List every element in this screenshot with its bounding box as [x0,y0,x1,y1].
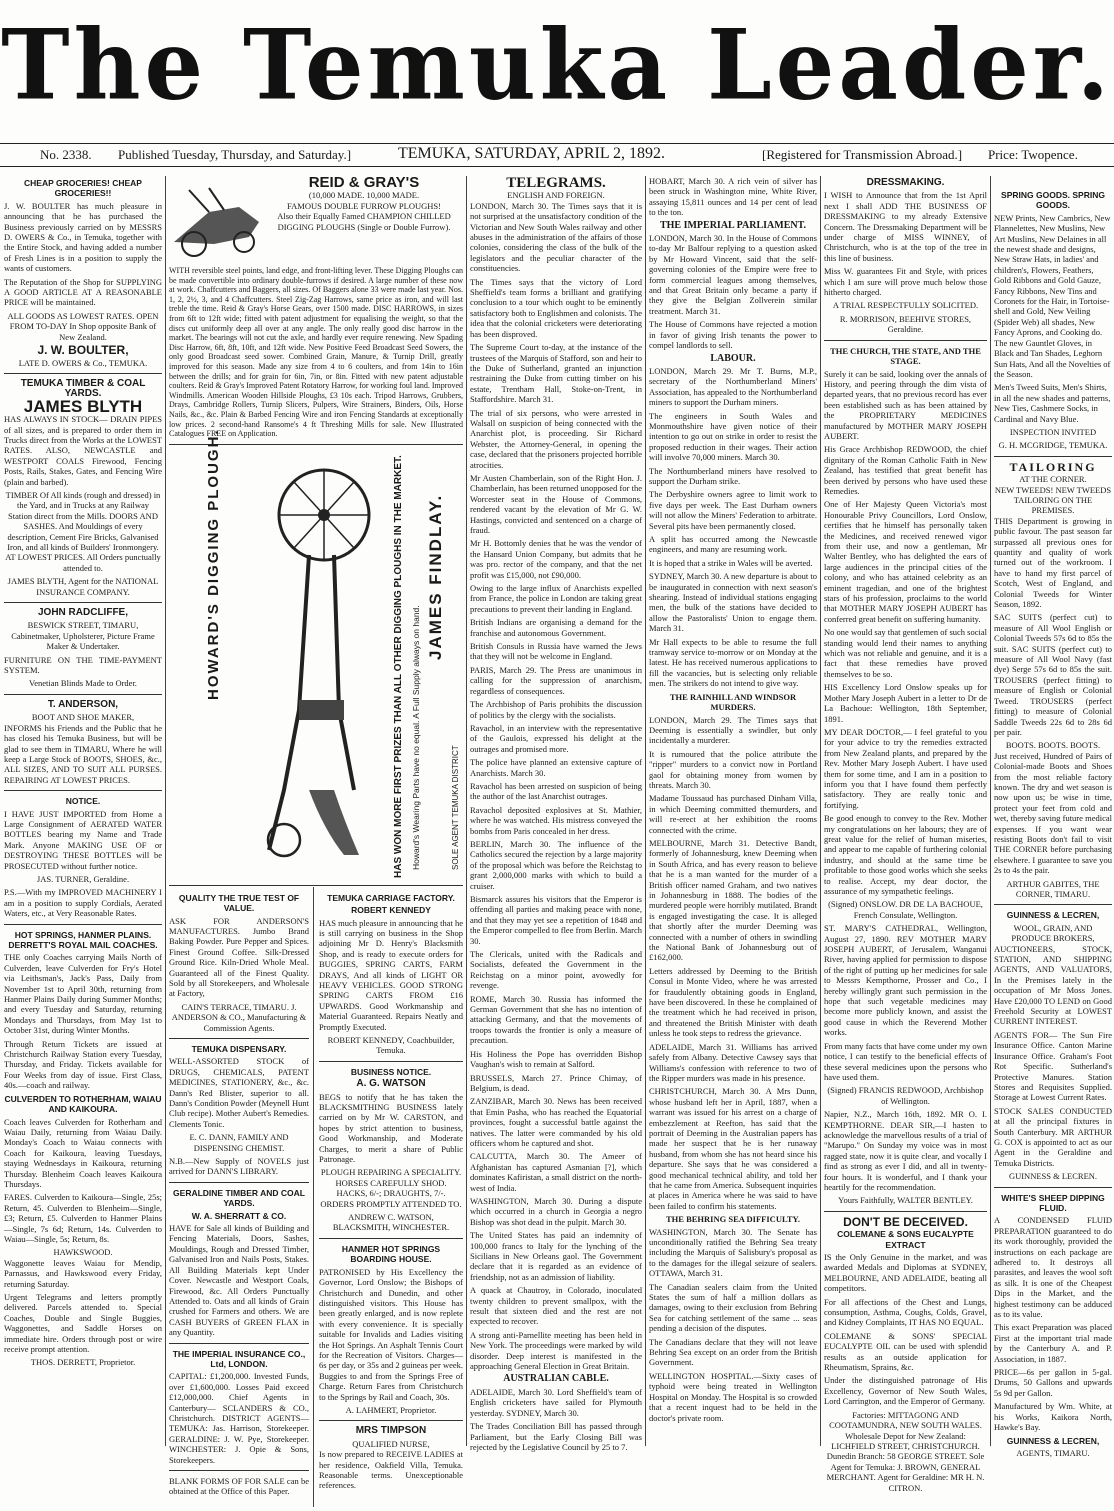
ad-heading: SPRING GOODS. SPRING GOODS. [1001,190,1105,211]
news-paragraph: His Holiness the Pope has overridden Bishop Vaughan's wish to remain at Salford. [470,1048,642,1070]
advertiser-name: A. G. WATSON [356,1078,426,1090]
ad-heading: TAILORING [1009,459,1097,474]
news-paragraph: ADELAIDE, March 31. Williams has arrived safely from Albany. Detective Cawsey says that Williams's confession with reference to two of the Ripper murders was made in his presence. [649,1041,817,1083]
advertiser-name: JAMES BLYTH [23,396,143,416]
divider [4,602,162,603]
digging-plough-illustration [249,460,389,870]
ad-body: HAS much pleasure in announcing that he is still carrying on business in the Shop adjoining Mr D. Henry's Blacksmith Shop, and is ready to execute orders for BUGGIES, SPRING CARTS, FARM DRAYS, And all kinds of LIGHT OR HEAVY VEHICLES. GOOD STRONG SPRING CARTS FROM £16 UPWARDS. Good Workmanship and Material Guaranteed. Repairs Neatly and Promptly Executed. [319,917,463,1032]
section-heading: THE IMPERIAL PARLIAMENT. [659,219,807,231]
ad-heading: HOT SPRINGS, HANMER PLAINS. DERRETT'S ROYAL MAIL COACHES. [8,929,158,950]
news-paragraph: The Supreme Court to-day, at the instance of the trustees of the Marquis of Stafford, son and heir to the Duke of Sutherland, granted an injunction restraining the Duke from cutting timber on his estate, Trentham Hall, Stoke-on-Trent, in Staffordshire. March 31. [470,342,642,405]
ad-body: AUCTIONEERS, STOCK, STATION, AND SHIPPING AGENTS, AND VALUATORS, In the Premises lately in the occupation of Mr Moss Jones. Have £20,000 TO LEND on Good Freehold Security at LOWEST CURRENT INTEREST. [994,943,1112,1027]
ad-heading: DON'T BE DECEIVED. [843,1214,968,1229]
ad-signature: JAMES BLYTH, Agent for the NATIONAL INSURANCE COMPANY. [7,576,159,597]
news-paragraph: MELBOURNE, March 31. Detective Bandt, formerly of Johannesburg, knew Deeming when in South Africa, and has every reason to believe that he is a man wanted for the murder of a British officer named Graham, and two natives in Johannesburg in 1888. The bodies of the murdered people were horribly mutilated. Brandt is engaged investigating the case. It is alleged that shortly after the murder Deeming was connected with a number of others in swindling the National Bank of Johannesburg out of £162,000. [649,837,817,963]
ad-list: NEW Prints, New Cambrics, New Flannelettes, New Muslins, New Art Muslins, New Delaines in all the newest shade and designs, New Straw Hats, in ladies' and children's, Flowers, Feathers, Gold Ribbons and Gold Gauze, Fancy Ribbons, New Tins and Coronets for the Hair, in Tortoise-shell and Gold, New Veiling (Spider Web) all shades, New Fancy Aprons, and Cooking do. The new Gauntlet Gloves, in Black and Tan Shades, Leghorn Sun Hats, And all the Novelties of the Season. [994,212,1111,379]
ad-signature: A. LAHMERT, Proprietor. [345,1404,437,1415]
reid-gray-header [169,176,463,266]
divider [169,1470,309,1471]
howard-plough-ad [169,428,463,880]
divider [824,340,987,341]
news-paragraph: The United States has paid an indemnity of 100,000 francs to Italy for the lynching of the Sicilians in New Orleans gaol. The Government declare that it is regarded as an evidence of friendship, not as an admission of liability. [470,1230,642,1282]
ad-body: Venetian Blinds Made to Order. [29,678,137,689]
news-paragraph: Mr Hall expects to be able to resume the full tramway service to-morrow or on Monday at the latest. He has received numerous applications to fill the vacancies, but is selecting only reliable men. The strikers do not intend to give way. [649,636,817,689]
ad-heading: TEMUKA TIMBER & COAL YARDS. [20,377,146,400]
news-paragraph: The police have planned an extensive capture of Anarchists. March 30. [470,757,642,778]
news-paragraph: It is rumoured that the police attribute the "ripper" murders to a convict now in Portland gaol for obtaining money from women by threats. March 30. [649,748,817,790]
ad-list: Men's Tweed Suits, Men's Shirts, in all the new shades and patterns, New Ties, Cashmere Socks, in Cardinal and Navy Blue. [994,382,1111,424]
column-2-lower [169,891,463,1511]
column-2-lower-right [319,891,463,1494]
ad-subheading: WOOL, GRAIN, AND PRODUCE BROKERS, [1011,922,1095,944]
ad-sub: FAMOUS DOUBLE FURROW PLOUGHS! [287,200,441,211]
news-paragraph: The trial of six persons, who were arrested in Walsall on suspicion of being connected with the Anarchist plot, is proceeding. Sir Richard Webster, the Attorney-General, in opening the case, declared that the prisoners projected horrible atrocities. [470,407,642,470]
ad-fares: FARES. Culverden to Kaikoura—Single, 25s; Return, 45. Culverden to Blenheim—Single, £3; Return, £5. Culverden to Hanmer Plains—Single, 7s 6d; Return, 14s. Culverden to Waiau—Single, 5s; Return, 8s. [4,1192,162,1244]
news-paragraph: The Northumberland miners have resolved to support the Durham strike. [649,465,817,486]
ad-body: Manufactured by Wm. White, at his Works, Kaikora North, Hawke's Bay. [994,1401,1112,1433]
news-paragraph: PARIS, March 29. The Press are unanimous in calling for the suppression of anarchism, regardless of consequences. [470,664,642,696]
newspaper-title: The Temuka Leader. [1,8,1113,122]
column-rule [645,176,646,1446]
column-rule [165,176,166,1446]
news-paragraph: LONDON, March 29. Mr T. Burns, M.P., secretary of the Northumberland Miners' Association, has appealed to the Northumberland miners to support the Durham miners. [649,365,817,408]
howard-prize-claim: HAS WON MORE FIRST PRIZES THAN ALL OTHER DIGGING PLOUGHS IN THE MARKET. [393,454,404,878]
ad-sub: Also their Equally Famed CHAMPION CHILLED DIGGING PLOUGHS (Single or Double Furrow). [277,211,451,232]
ad-body: J. W. BOULTER has much pleasure in announcing that he has purchased the Business previously carried on by MESSRS D. OWERS & Co., in Temuka, together with the Entire Stock, and having added a number of Fresh Lines is in a position to supply the wants of customers. [4,200,162,274]
divider [4,373,162,374]
news-paragraph: A quack at Chautroy, in Colorado, inoculated twenty children to prevent smallpox, with the result that sixteen died and the rest are not expected to recover. [470,1285,642,1327]
ad-body: His Grace Archbishop REDWOOD, the chief dignitary of the Roman Catholic Faith in New Zealand, has testified that great benefit has been derived by persons who have used these Remedies. [824,444,987,496]
ad-signature: G. H. MCGRIDGE, TEMUKA. [998,440,1108,451]
ad-signature: E. C. DANN, FAMILY AND DISPENSING CHEMIST. [189,1132,289,1153]
ad-heading: WHITE'S SHEEP DIPPING FLUID. [1001,1192,1105,1213]
dateline [0,143,1114,167]
news-paragraph: ZANZIBAR, March 30. News has been received that Emin Pasha, who has reached the Equatorial provinces, fought a successful battle against the natives. The latter were commanded by his old officers whom he captured and shot. [470,1096,642,1148]
ad-body: WELL-ASSORTED STOCK of DRUGS, CHEMICALS, PATENT MEDICINES, STATIONERY, &c., &c. Dann's Red Blister, superior to all. Dann's Condition Powder (Meynell Hunt Club recipe). Mother Aubert's Remedies. Clements Tonic. [169,1056,309,1129]
ad-sub: (10,000 MADE. 10,000 MADE. [308,190,420,201]
news-paragraph: Bismarck assures his visitors that the Emperor is offending all parties and making peace with none, and that they may yet see a repetition of 1848 and the Emperor compelled to flee from Berlin. March 30. [470,894,642,946]
ad-body: Miss W. guarantees Fit and Style, with prices which I am sure will prove much below those hitherto charged. [824,266,987,298]
section-heading: LABOUR. [710,352,756,364]
ad-body: ASK FOR ANDERSON'S MANUFACTURES. Jumbo Brand Baking Powder. Pure Pepper and Spices. Finest Ground Coffee. Silk-Dressed Ground Rice. Kiln-Dried Whole Meal. Guaranteed all of the Finest Quality. Sold by all Storekeepers, and Wholesale at Factory, [169,915,309,999]
advertiser-sub: LATE D. OWERS & Co., TEMUKA. [18,357,148,368]
ad-heading: CHEAP GROCERIES! CHEAP GROCERIES!! [24,178,142,199]
divider [169,1343,309,1344]
news-paragraph: The Trades Conciliation Bill has passed through Parliament, but the Early Closing Bill was rejected by the Legislative Council by 25 to 7. [470,1421,642,1452]
news-paragraph: ADELAIDE, March 30. Lord Sheffield's team of English cricketers have sailed for Plymouth yesterday. SYDNEY, March 30. [470,1386,642,1418]
registration-note: [Registered for Transmission Abroad.] [762,147,963,162]
price: Price: Twopence. [988,147,1078,162]
section-heading: TELEGRAMS. [506,175,606,191]
news-paragraph: CHRISTCHURCH, March 30. A Mrs Dunn, whose husband left her in April, 1887, when a warrant was issued for his arrest on a charge of embezzlement at Reefton, has said that the portrait of Deeming in the Australian papers has made her suspect that he is her runaway husband, from whom she has not heard since his departure. She says that he was considered a good mechanical technical ability, and told her that he came from America. Subsequent inquiries at places in America where he was said to have been failed to confirm his statements. [649,1086,817,1211]
ad-body: Waggonette leaves Waiau for Mendip, Parnassus, and Hawkswood every Friday, returning Saturday. [4,1257,162,1289]
news-paragraph: It is hoped that a strike in Wales will be averted. [649,557,813,568]
ad-body: Under the distinguished patronage of His Excellency, Governor of New South Wales, Lord Carrington, and the Emperor of Germany. [824,1375,987,1407]
divider [319,1238,463,1239]
divider [169,1038,309,1039]
news-paragraph: Madame Toussaud has purchased Dinham Villa, in which Deeming committed themurders, and will re-erect at her exhibition the rooms connected with the crime. [649,793,817,835]
news-paragraph: SYDNEY, March 30. A new departure is about to be inaugurated in connection with next season's shearing. Instead of individual stations engaging men, the bulk of the stations have decided to allow the Pastoralists' Union to engage them. March 31. [649,571,817,634]
ad-heading: DRESSMAKING. [866,177,945,188]
ad-body: BLANK FORMS OF FOR SALE can be obtained at the Office of this Paper. [169,1476,309,1497]
ad-heading: BUSINESS NOTICE. [350,1066,432,1077]
ad-body: CAPITAL: £1,200,000. Invested Funds, over £1,600,000. Losses Paid exceed £12,000,000. Chief Agents in Canterbury— SCLANDERS & CO., Christchurch. DISTRICT AGENTS— TEMUKA: Jas. Harrison, Storekeeper. GERALDINE: J. W. Pye, Storekeeper. WINCHESTER: J. Opie & Sons, Storekeepers. [169,1371,309,1465]
ad-body: Factories: MITTAGONG AND COOTAMUNDRA, NEW SOUTH WALES. Wholesale Depot for New Zealand: LICHFIELD STREET, CHRISTCHURCH. Dunedin Branch: 58 GEORGE STREET. Sole Agent for Temuka: J. BROWN, GENERAL MERCHANT. Agent for Geraldine: MR H. N. CITRON. [826,1409,985,1493]
column-rule [990,176,991,1446]
divider [4,924,162,925]
news-paragraph: Mr Austen Chamberlain, son of the Right Hon. J. Chamberlain, has been returned unopposed for the Worcester seat in the House of Commons, rendered vacant by the elevation of Mr G. W. Hastings, convicted and sentenced on a charge of fraud. [470,472,642,535]
ad-signature: THOS. DERRETT, Proprietor. [30,1357,136,1368]
ad-body: HAS ALWAYS IN STOCK— DRAIN PIPES of all sizes, and is prepared to order them in Trucks direct from the Works at the LOWEST RATES. ALSO, NEWCASTLE and WESTPORT COALS Firewood, Fencing Posts, Rails, Stakes, Gates, and Fencing Wire (plain and barbed). [4,414,162,487]
news-paragraph: Letters addressed by Deeming to the British Consul in Monte Video, where he was arrested for fraudulently obtaining goods in England, have been discovered. In these he complained of the treatment which he had received in prison, and threatened the British Minister with death unless he took steps to redress the grievance. [649,965,817,1039]
ad-body: The Reputation of the Shop for SUPPLYING A GOOD ARTICLE AT A REASONABLE PRICE will be maintained. [4,276,162,308]
ad-body: Is now prepared to RECEIVE LADIES at her residence, Oakfield Villa, Temuka. Reasonable terms. Unexceptionable references. [319,1449,463,1491]
news-paragraph: The Clericals, united with the Radicals and Socialists, defeated the Government in the Reichstag on a minor point, avowedly for revenge. [470,949,642,991]
ad-body: Through Return Tickets are issued at Christchurch Railway Station every Tuesday, Thursday, and Friday. Tickets available for Four Weeks from day of issue. First Class, 40s.—coach and railway. [4,1038,162,1091]
ad-body: AGENTS FOR— The Sun Fire Insurance Office. Canton Marine Insurance Office. Graham's Foot Rot Specific. Sutherland's Protective Manures. Station Stores and Requisites Supplied. Storage at Lowest Current Rates. [994,1029,1112,1103]
ad-body: PRICE—6s per gallon in 5-gal. Drums, 50 Gallons and upwards 5s 9d per Gallon. [994,1367,1112,1398]
divider [4,790,162,791]
plough-illustration [169,182,264,262]
divider [994,904,1112,905]
ad-body: ST. MARY'S CATHEDRAL, Wellington, August 27, 1890. REV MOTHER MARY JOSEPH AUBERT, of Jerusalem, Wanganui River, having applied for permission to dispose of the right of putting up her medicines for sale to Messrs Kempthorne, Prosser and Co., I hereby willingly grant such permission in the hope that such vegetable medicines may become more publicly known, and assist the good cause in which the Reverend Mother works. [824,923,987,1038]
ad-subheading: AGENTS, TIMARU. [1016,1447,1090,1458]
ad-heading: NOTICE. [65,796,101,807]
ad-body: HAVE for Sale all kinds of Building and Fencing Materials, Doors, Sashes, Mouldings, Rough and Dressed Timber, Galvanised Iron and Nails Posts, Stakes. All Building Materials kept Under Cover. Newcastle and Westport Coals, Firewood, &c. All Orders Punctually Attended to. Oats and all kinds of Grain crushed for Farmers and others. We are CASH BUYERS of GREEN FLAX in any Quantity. [169,1223,309,1338]
ad-signature: CAIN'S TERRACE, TIMARU. J. ANDERSON & CO., Manufacturing & Commission Agents. [171,1001,307,1033]
ad-body: N.B.—New Supply of NOVELS just arrived for DANN'S LIBRARY. [169,1156,309,1177]
ad-body: PATRONISED by His Excellency the Governor, Lord Onslow; the Bishops of Christchurch and Dunedin, and other distinguished visitors. This House has been greatly enlarged, and is now replete with every convenience. It is specially suitable for Invalids and Ladies visiting the Hot Springs. An Asphalt Tennis Court for the Recreation of Visitors. Charges—6s per day, or 35s and 2 guineas per week. Buggies to and from the Springs Free of Charge. Return Fares from Christchurch to the Springs by Rail and Coach, 30s. [319,1266,463,1402]
column-rule [820,176,821,1446]
ad-body: For all affections of the Chest and Lungs, consumption, Asthma, Coughs, Colds, Gravel, and Kidney Complaints, IT HAS NO EQUAL. [824,1296,987,1328]
advertiser-name: W. A. SHERRATT & CO. [191,1210,287,1221]
divider [169,885,463,886]
news-paragraph: BERLIN, March 30. The influence of the Catholics secured the rejection by a large majority of the proposal which was before the Reichstag to grant 2,000,000 marks with which to build a cruiser. [470,838,642,891]
ad-body: Be good enough to convey to the Rev. Mother my congratulations on her labours; they are of great value for the relief of human miseries, and appear to me capable of furthering colonial industry, and should at the same time be profitable to those good works which she seeks to realise. Accept, my dear doctor, the assurance of my sympathetic feelings. [824,813,987,896]
ad-signature: ANDREW C. WATSON, BLACKSMITH, WINCHESTER. [332,1212,450,1233]
news-paragraph: WASHINGTON, March 30. During a dispute which occurred in a church in Georgia a negro Bishop was shot dead in the pulpit. March 30. [470,1195,642,1227]
column-6 [994,176,1112,1458]
place-date: TEMUKA, SATURDAY, APRIL 2, 1892. [398,145,665,162]
news-paragraph: Owing to the large influx of Anarchists expelled from France, the police in London are taking great precautions to prevent their landing in England. [470,583,642,614]
ad-signature: R. MORRISON, BEEHIVE STORES, Geraldine. [839,313,972,335]
ad-signature: (Signed) FRANCIS REDWOOD, Archbishop of Wellington. [827,1085,984,1106]
news-paragraph: The Times says that the victory of Lord Sheffield's team forms a brilliant and gratifying conclusion to a tour which ought to be eminently satisfactory both to Englishmen and colonists. The idea that the colonial cricketers were deteriorating has been disproved. [470,276,642,339]
news-paragraph: LONDON, March 30. In the House of Commons to-day Mr Balfour replying to a question asked by Mr Howard Vincent, said that the self-governing colonies of the Empire were free to form commercial leagues among themselves, and that Great Britain only became a party if they give the Belgian Zollverein similar treatment. March 31. [649,233,817,316]
news-paragraph: WELLINGTON HOSPITAL.—Sixty cases of typhoid were being treated in Wellington Hospital on Monday. The Hospital is so crowded that a recent inquest had to be held in the doctor's private room. [649,1370,817,1423]
ad-signature: (Signed) ONSLOW. DR DE LA BACHOUE, French Consulate, Wellington. [828,899,983,920]
news-paragraph: CALCUTTA, March 30. The Ameer of Afghanistan has captured Asmanian [?], which dominates Kafiristan, a small district on the north-west of India. [470,1151,642,1193]
ad-body: Just received, Hundred of Pairs of Colonial-made Boots and Shoes from the most reliable factory known. The dry and wet season is now upon us; be wise in time, protect your feet from cold and wet, thereby saving future medical expenses. If you want wear resisting Boots don't fail to visit THE CORNER before purchasing elsewhere. I guarantee to save you 2s to 4s the pair. [994,750,1112,876]
issue-number: No. 2338. [40,147,92,162]
ad-sub: BESWICK STREET, TIMARU, [27,620,139,631]
news-paragraph: British Indians are organising a demand for the franchise and autonomous Government. [470,617,642,638]
ad-subheading: COLEMANE & SONS EUCALYPTE EXTRACT [837,1229,974,1250]
column-1 [4,176,162,1448]
agent-district: SOLE AGENT TEMUKA DISTRICT [451,745,460,870]
ad-body: HIS Excellency Lord Onslow speaks up for Mother Mary Joseph Aubert in a letter to Dr de La Bachoue: Wellington, 18th September, 1891. [824,682,987,724]
ad-body: STOCK SALES CONDUCTED at all the principal fixtures in South Canterbury. MR ARTHUR G. COX is appointed to act as our Agent in the Geraldine and Temuka Districts. [994,1105,1112,1168]
section-heading: THE BEHRING SEA DIFFICULTY. [666,1214,800,1225]
ad-subheading: TAILORING ON THE PREMISES. [1013,494,1093,516]
ad-heading: REID & GRAY'S [308,174,420,191]
news-paragraph: The Canadian sealers claim from the United States the sum of half a million dollars as damages, owing to their exclusion from Behring Sea for catching settlement of the same ... seas pending a decision of the disputes. [649,1281,817,1334]
column-3 [470,175,642,1452]
divider [994,1187,1112,1188]
advertiser-name: MRS TIMPSON [355,1425,427,1437]
howard-parts-note: Howard's Wearing Parts have no equal. A Full Supply always on hand. [411,605,421,870]
news-paragraph: BRUSSELS, March 27. Prince Chimay, of Belgium, is dead. [470,1072,642,1093]
divider [169,1182,309,1183]
ad-subheading: CULVERDEN TO ROTHERHAM, WAIAU AND KAIKOURA. [4,1093,162,1115]
news-paragraph: WASHINGTON, March 30. The Senate has unconditionally ratified the Behring Sea treaty including the Marquis of Salisbury's proposal as to the damages for the illegal seizure of sealers. OTTAWA, March 31. [649,1226,817,1279]
news-paragraph: A strong anti-Parnellite meeting has been held in New York. The proceedings were marked by wild disorder. Deep interest is manifested in the approaching General Election in Great Britain. [470,1329,642,1372]
masthead [0,0,1114,132]
ad-heading: TEMUKA CARRIAGE FACTORY. [327,892,455,903]
ad-body: P.S.—With my IMPROVED MACHINERY I am in a position to supply Cordials, Aerated Waters, etc., at Very Reasonable Rates. [4,887,162,919]
ad-body: FURNITURE ON THE TIME-PAYMENT SYSTEM. [4,654,162,676]
ad-body: I WISH to Announce that from the 1st April next I shall ADD THE BUSINESS OF DRESSMAKING to my already Extensive Concern. The Dressmaking Department will be under charge of MISS WINNEY, of Christchurch, who is at the top of the tree in this line of business. [824,190,987,263]
ad-heading: THE IMPERIAL INSURANCE CO., Ltd, LONDON. [172,1348,306,1369]
ad-body: I HAVE JUST IMPORTED from Home a Large Consignment of AERATED WATER BOTTLES bearing my Name and Trade Mark. Anyone MAKING USE OF or DESTROYING THESE BOTTLES will be PROSECUTED without further notice. [4,808,162,871]
agent-name: JAMES FINDLAY. [426,493,445,660]
advertiser-name: JOHN RADCLIFFE, [38,607,128,619]
news-paragraph: The engineers in South Wales and Monmouthshire have given notice of their intention to go out on strike in order to resist the proposed reduction in their wages. Their action will involve 70,000 miners. March 30. [649,410,817,463]
ad-body: ALL GOODS AS LOWEST RATES. OPEN FROM TO-DAY In Shop opposite Bank of New Zealand. [7,310,159,342]
news-paragraph: A split has occurred among the Newcastle engineers, and many are resuming work. [649,534,817,555]
advertiser-name: J. W. BOULTER, [37,343,129,358]
ad-body: Cabinetmaker, Upholsterer, Picture Frame Maker & Undertaker. [11,630,155,652]
ad-body: A CONDENSED FLUID PREPARATION guaranteed to do its work thoroughly, provided the instructions on each package are adhered to. It destroys all parasites, and leaves the wool soft as silk. It is one of the Cheapest Dips in the Market, and the highest testimony can be adduced as to its value. [994,1215,1112,1320]
ad-body: WITH reversible steel points, land edge, and front-lifting lever. These Digging Ploughs can be made convertible into ordinary double-furrows if desired. A large number of these now at work. Chaffcutters and Baggers, all sizes. Of Baggers alone 33 were made last year. Nos. 1, 2, 2½, 3, and 4 Chaffcutters. Steel Zig-Zag Harrows, same price as iron, and will last treble the time. Reid & Gray's Horse Gears, over 1500 made. DISC HARROWS, in sizes from 6ft to 12ft wide; fitted with patent adjustment for equalising the weight, so that the discs cut uniformly deep all over at any angle. The only really good disc harrow in the market. The bearings will not cut the axle, and hardly ever require renewing. New Spading Disc Harrow, 6ft, 8ft, 10ft, and 12ft wide. New Positive Feed Broadcast Seed Sowers, the only good Broadcast seed sower. Combined Grain, Manure, & Turnip Drill, greatly improved for this season. Made any size from 4 to 6 coulters, and from 14in to 16in between the drills; and for grain for 6in, 7in, or 8in. Fitted with new patent adjustable coulters. Reid & Gray's Improved Patent Rotatory Harrow, for working foul land. Improved Windmills. American Wooden Hillside Ploughs, £3 10s each. Tripod Harrows, Grubbers, Drays, Cambridge Rollers, Turnip Slicers, Pulpers, Wire Strainers, Binders, Oils, Horse Nails, &c., &c. Plain & Barbed Fencing Wire and iron Fencing Standards at exceptionally low prices. 2 second-hand Ransome's 4 ft Threshing Mills for sale. New Illustrated Catalogues FREE on Application. [169,266,463,439]
ad-body: This exact Preparation was placed First at the important trial made by the Canterbury A. and P. Association, in 1887. [994,1322,1112,1364]
ad-body: Napier, N.Z., March 16th, 1892. MR O. I. KEMPTHORNE. DEAR SIR,—I hasten to acknowledge the marvellous results of a trial of "Marupo." On Sunday my voice was in most ragged state, now it is quite clear, and vocally I find as strong as ever I did, and all in twenty-four hours. It is wonderful, and I thank your heartily for the recommendation. [824,1109,987,1192]
ad-signature: JAS. TURNER, Geraldine. [36,873,130,884]
news-paragraph: LONDON, March 30. The Times says that it is not surprised at the unsatisfactory condition of the Victorian and New South Wales railway and other abuses in the administration of the affairs of those colonies, considering the class of the bulk of the legislators and the peculiar character of the constituencies. [470,200,642,274]
ad-signature: ARTHUR GABITES, THE CORNER, TIMARU. [1006,878,1100,899]
column-4 [649,176,817,1448]
news-paragraph: LONDON, March 29. The Times says that Deeming is essentially a swindler, but only incidentally a murderer. [649,714,817,746]
divider [994,456,1112,457]
news-paragraph: Ravachol, in an interview with the representative of the Gaulois, expressed his delight at the outrages and promised more. [470,722,642,754]
news-paragraph: The House of Commons have rejected a motion in favor of giving Irish tenants the power to compel landlords to sell. [649,319,817,351]
news-paragraph: Mr H. Bottomly denies that he was the vendor of the Hansard Union Company, but admits that he was pro. rector of the company, and that the net profit was £15,000, not £90,000. [470,538,642,580]
column-2-lower-left [169,891,309,1500]
section-heading: AUSTRALIAN CABLE. [503,1373,609,1385]
ad-heading: GUINNESS & LECREN, [1006,910,1100,921]
ad-body: Urgent Telegrams and letters promptly delivered. Parcels attended to. Special Coaches, Double and Single Buggies, Waggonettes, and Saddle Horses on immediate hire. Orders through post or wire receive prompt attention. [4,1292,162,1355]
ad-body: One of Her Majesty Queen Victoria's most Honourable Privy Councillors, Lord Onslow, certifies that he himself has personally taken the Medicines, and received renewed vigor from their use, and now a gentleman, Mr Walter Bentley, who has delighted the ears of large audiences in the principal cities of the colony, and who has attained celebrity as an eminent tragedian, and one of the brightest stars of his profession, proclaims to the world that MOTHER MARY JOSEPH AUBERT has conferred great benefit on suffering humanity. [824,499,987,624]
divider [319,1420,463,1421]
ad-body: THE only Coaches carrying Mails North of Culverden, leave Culverden for Fry's Hotel via Leithsman's, Jack's Pass, Daily from November 1st to April 30th, returning from Hanmer Plains Daily during Summer Months; and every Tuesday and Saturday, returning Mondays and Thursdays, from May 1st to October 31st, during Winter Months. [4,952,162,1036]
ad-body: No one would say that gentlemen of such social standing would lend their names to anything which was not reliable and genuine, and it is a fact that these remedies have proved themselves to be so. [824,627,987,679]
ad-subheading: AT THE CORNER. [1019,474,1087,485]
divider [4,694,162,695]
advertiser-name: T. ANDERSON, [47,698,119,710]
advertiser-name: ROBERT KENNEDY [351,905,431,916]
news-paragraph: British Consuls in Russia have warned the Jews that they will not be welcome in England. [470,641,642,662]
ad-body: Surely it can be said, looking over the annals of History, and peering through the dim vista of departed years, that no previous record has ever been established such as has been attained by the PROPRIETARY MEDICINES manufactured by MOTHER MARY JOSEPH AUBERT. [824,368,987,441]
ad-body: INFORMS his Friends and the Public that he has closed his Temuka Business, but will be glad to see them in TIMARU, Where he will keep a Large Stock of BOOTS, SHOES, &c., ALL SIZES, AND TO SUIT ALL PURSES. REPAIRING AT LOWEST PRICES. [4,722,162,785]
publication-days: Published Tuesday, Thursday, and Saturday.] [118,147,352,162]
section-heading: THE RAINHILL AND WINDSOR MURDERS. [669,691,797,713]
ad-sub: QUALIFIED NURSE, [352,1438,430,1449]
column-rule [313,887,314,1507]
news-paragraph: Ravachol has been arrested on suspicion of being the author of the last Anarchist outrages. [470,780,642,802]
news-paragraph: HOBART, March 30. A rich vein of silver has been struck in Washington mine, White River, assaying 15,811 ounces and 14 per cent of lead to the ton. [649,176,817,218]
ad-body: BEGS to notify that he has taken the BLACKSMITHING BUSINESS lately carried on by Mr W. CARSTON, and hopes by strict attention to business, Good Workmanship, and Moderate Charges, to merit a share of Public Patronage. [319,1091,463,1165]
ad-heading: QUALITY THE TRUE TEST OF VALUE. [178,892,300,914]
ad-heading: THE CHURCH, THE STATE, AND THE STAGE. [830,345,981,367]
ad-body: IS the Only Genuine in the market, and was awarded Medals and Diplomas at SYDNEY, MELBOURNE, AND ADELAIDE, beating all competitors. [824,1252,987,1294]
news-paragraph: The Derbyshire owners agree to limit work to five days per week. The East Durham owners will not allow the Miners' Federation to arbitrate. Several pits have been permanently closed. [649,489,817,531]
ad-body: From many facts that have come under my own notice, I can testify to the beneficial effects of these several medicines upon the persons who have used them. [824,1040,987,1082]
ad-body: A TRIAL RESPECTFULLY SOLICITED. [832,300,979,311]
news-paragraph: The Canadians declare that they will not leave Behring Sea except on an order from the British Government. [649,1336,817,1368]
ad-subheading: BOOTS. BOOTS. BOOTS. [1005,740,1101,751]
ad-heading: TEMUKA DISPENSARY. [191,1043,287,1054]
news-paragraph: ROME, March 30. Russia has informed the German Government that she has no intention of attacking Germany, and that the movements of troops towards the frontier is only a measure of precaution. [470,993,642,1046]
ad-signature: ROBERT KENNEDY, Coachbuilder, Temuka. [327,1034,455,1056]
ad-body: INSPECTION INVITED [1009,426,1097,437]
column-5 [824,176,987,1493]
news-paragraph: Ravachol deposited explosives at St. Mathier, where he was watched. His mistress conveyed the bombs from Paris concealed in her dress. [470,804,642,836]
ad-body: SAC SUITS (perfect cut) to measure of All Wool English or Colonial Tweeds 57s 6d to 85s the suit. SAC SUITS (perfect cut) to measure of All Wool Navy (fast dye) Serge 57s 6d to 85s the suit. TROUSERS (perfect fitting) to measure of English or Colonial Tweed. TROUSERS (perfect fitting) to measure of Colonial Saddle Tweeds 22s 6d to 28s 6d per pair. [994,612,1112,737]
ad-heading: GUINNESS & LECREN, [1006,1435,1100,1446]
news-paragraph: The Archbishop of Paris prohibits the discussion of politics by the clergy with the socialists. [470,699,642,720]
ad-signature: Yours Faithfully, WALTER BENTLEY. [838,1195,973,1206]
ad-body: MY DEAR DOCTOR,— I feel grateful to you for your advice to try the remedies extracted from New Zealand plants, and prepared by the Rev. Mother Mary Joseph Aubert. I have used them for some time, and I am in a position to inform you that I have found them perfectly satisfactory. They are really tonic and fortifying. [824,726,987,810]
howard-title: HOWARD'S DIGGING PLOUGH. [205,428,222,700]
ad-body: COLEMANE & SONS' SPECIAL EUCALYPTE OIL can be used with splendid results as an outside application for Rheumatism, Sprains, &c. [824,1330,987,1373]
section-subheading: ENGLISH AND FOREIGN. [507,190,605,201]
ad-sub: BOOT AND SHOE MAKER, [31,712,135,723]
divider [319,1061,463,1062]
column-rule [466,176,467,1446]
ad-body: TIMBER Of All kinds (rough and dressed) in the Yard, and in Trucks at any Railway Station direct from the Mills. DOORS AND SASHES. And Mouldings of every description, Cement Fire Bricks, Galvanised Iron, and all kinds of Builders' Ironmongery. AT LOWEST PRICES. All Orders punctually attended to. [5,489,161,573]
ad-subheading: HAWKSWOOD. [53,1247,113,1258]
ad-signature: GUINNESS & LECREN. [1008,1171,1098,1182]
ad-heading: HANMER HOT SPRINGS BOARDING HOUSE. [341,1243,441,1265]
ad-subheading: NEW TWEEDS! NEW TWEEDS [994,484,1112,495]
ad-body: PLOUGH REPAIRING A SPECIALITY. HORSES CAREFULLY SHOD. HACKS, 6/-; DRAUGHTS, 7/-. ORDERS PROMPTLY ATTENDED TO. [320,1167,462,1209]
ad-body: THIS Department is growing in public favour. The past season far surpassed all previous ones for quantity and quality of work turned out of the workroom. I have to hand my first parcel of Scotch, West of England, and Colonial Tweeds for Winter Season, 1892. [994,515,1112,610]
ad-body: Coach leaves Culverden for Rotherham and Waiau Daily, returning from Waiau Daily. Monday's Coach to Waiau connects with Coach for Kaikoura, leaving Tuesdays, staying Wednesdays in Kaikoura, returning Thursday. Blenheim Coach leaves Kaikoura Thursdays. [4,1116,162,1189]
column-2 [169,174,463,1497]
divider [824,1211,987,1212]
ad-heading: GERALDINE TIMBER AND COAL YARDS. [173,1187,305,1209]
